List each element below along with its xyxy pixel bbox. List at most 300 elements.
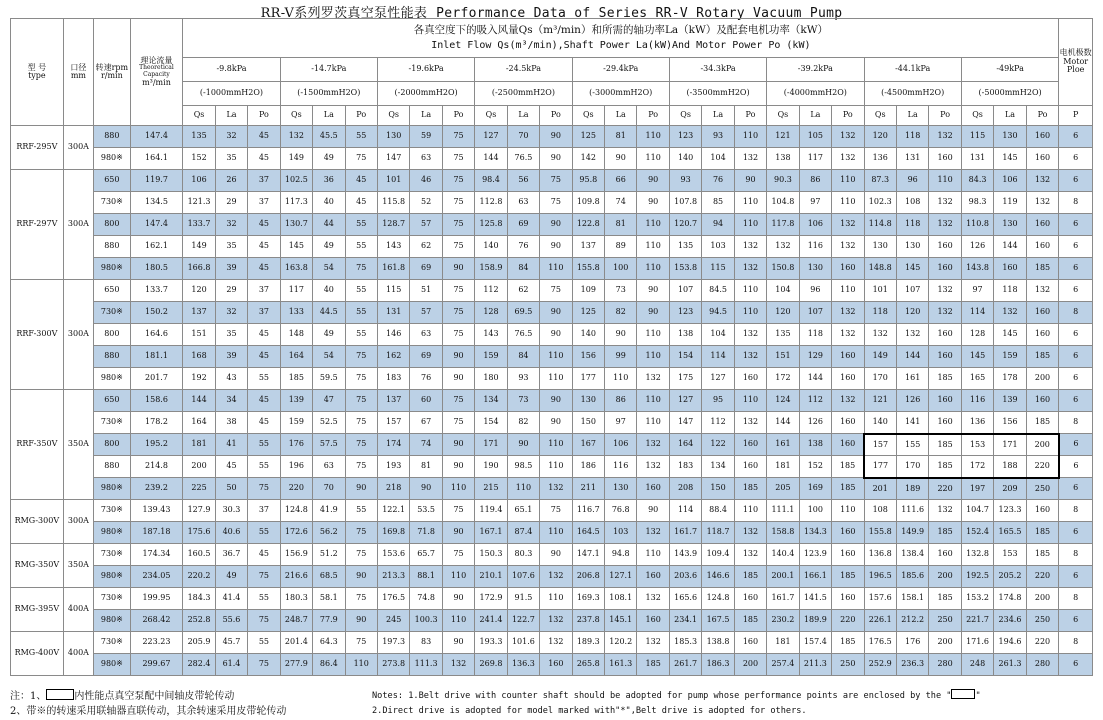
value-cell: 200 [929, 632, 961, 654]
value-cell: 216.6 [280, 566, 312, 588]
value-cell: 110 [442, 566, 474, 588]
value-cell: 280 [929, 654, 961, 676]
value-cell: 75 [345, 588, 377, 610]
value-cell: 32 [215, 214, 247, 236]
flow-cell: 164.6 [130, 324, 183, 346]
value-cell: 100 [605, 258, 637, 280]
pressure-mmh2o: (-3500mmH2O) [669, 82, 766, 106]
model-name: RMG-350V [11, 544, 64, 588]
value-cell: 172 [767, 368, 799, 390]
value-cell: 40 [313, 192, 345, 214]
value-cell: 160 [929, 324, 961, 346]
value-cell: 110 [540, 588, 572, 610]
value-cell: 124.8 [702, 588, 734, 610]
value-cell: 82 [507, 412, 539, 434]
value-cell: 185 [832, 456, 864, 478]
value-cell: 132 [637, 434, 669, 456]
subheader-la: La [507, 106, 539, 126]
table-row [11, 610, 1093, 632]
value-cell: 106 [799, 214, 831, 236]
value-cell: 110 [540, 522, 572, 544]
value-cell: 91.5 [507, 588, 539, 610]
value-cell: 116 [605, 456, 637, 478]
value-cell: 75 [248, 478, 280, 500]
value-cell: 132 [637, 632, 669, 654]
value-cell: 144 [475, 148, 507, 170]
value-cell: 90 [540, 544, 572, 566]
value-cell: 160 [734, 588, 766, 610]
poles-cell: 6 [1059, 368, 1093, 390]
value-cell: 226.1 [864, 610, 896, 632]
value-cell: 153.6 [377, 544, 409, 566]
value-cell: 130 [864, 236, 896, 258]
value-cell: 154 [475, 412, 507, 434]
table-row [11, 566, 1093, 588]
value-cell: 190 [475, 456, 507, 478]
subheader-po: Po [248, 106, 280, 126]
model-name: RMG-400V [11, 632, 64, 676]
value-cell: 101.6 [507, 632, 539, 654]
value-cell: 67 [410, 412, 442, 434]
value-cell: 164 [669, 434, 701, 456]
value-cell: 203.6 [669, 566, 701, 588]
value-cell: 160 [734, 434, 766, 456]
value-cell: 153.8 [669, 258, 701, 280]
subheader-la: La [410, 106, 442, 126]
value-cell: 87.4 [507, 522, 539, 544]
value-cell: 185 [734, 610, 766, 632]
value-cell: 90 [507, 434, 539, 456]
value-cell: 189.3 [572, 632, 604, 654]
value-cell: 145 [896, 258, 928, 280]
value-cell: 132 [832, 236, 864, 258]
value-cell: 123.3 [994, 500, 1026, 522]
value-cell: 248 [961, 654, 993, 676]
value-cell: 55 [345, 302, 377, 324]
value-cell: 75 [540, 280, 572, 302]
value-cell: 86 [799, 170, 831, 192]
value-cell: 132 [734, 346, 766, 368]
table-row [11, 170, 1093, 192]
value-cell: 245 [377, 610, 409, 632]
value-cell: 103 [605, 522, 637, 544]
value-cell: 90 [540, 324, 572, 346]
value-cell: 160 [832, 346, 864, 368]
value-cell: 144 [767, 412, 799, 434]
value-cell: 45 [248, 412, 280, 434]
value-cell: 75 [540, 192, 572, 214]
value-cell: 107.6 [507, 566, 539, 588]
value-cell: 36.7 [215, 544, 247, 566]
value-cell: 132 [540, 478, 572, 500]
value-cell: 141 [896, 412, 928, 434]
value-cell: 127.9 [183, 500, 215, 522]
header-poles: 电机极数 Motor Ploe [1059, 19, 1093, 106]
value-cell: 158.1 [896, 588, 928, 610]
poles-cell: 8 [1059, 588, 1093, 610]
value-cell: 123.9 [799, 544, 831, 566]
value-cell: 121.3 [183, 192, 215, 214]
value-cell: 90 [345, 478, 377, 500]
table-row [11, 148, 1093, 170]
value-cell: 128 [475, 302, 507, 324]
table-row [11, 368, 1093, 390]
speed-cell: 730※ [94, 588, 130, 610]
value-cell: 185 [637, 654, 669, 676]
value-cell: 110 [637, 148, 669, 170]
value-cell: 157.4 [799, 632, 831, 654]
value-cell: 149.9 [896, 522, 928, 544]
value-cell: 93 [507, 368, 539, 390]
value-cell: 74 [410, 434, 442, 456]
value-cell: 110 [507, 478, 539, 500]
value-cell: 98.3 [961, 192, 993, 214]
value-cell: 132 [832, 302, 864, 324]
value-cell: 110 [442, 610, 474, 632]
value-cell: 160 [929, 412, 961, 434]
value-cell: 106 [994, 170, 1026, 192]
value-cell: 160 [929, 390, 961, 412]
value-cell: 65.7 [410, 544, 442, 566]
value-cell: 118 [896, 126, 928, 148]
value-cell: 200 [1026, 588, 1059, 610]
value-cell: 125 [572, 126, 604, 148]
value-cell: 55 [248, 368, 280, 390]
value-cell: 41 [215, 434, 247, 456]
value-cell: 45 [248, 544, 280, 566]
table-row [11, 258, 1093, 280]
value-cell: 176 [280, 434, 312, 456]
speed-cell: 880 [94, 346, 130, 368]
value-cell: 132 [540, 566, 572, 588]
value-cell: 118 [896, 214, 928, 236]
value-cell: 110 [637, 346, 669, 368]
value-cell: 115 [377, 280, 409, 302]
value-cell: 160 [637, 566, 669, 588]
value-cell: 162 [377, 346, 409, 368]
value-cell: 220.2 [183, 566, 215, 588]
poles-cell: 6 [1059, 148, 1093, 170]
flow-cell: 223.23 [130, 632, 183, 654]
value-cell: 132 [929, 192, 961, 214]
value-cell: 112 [799, 390, 831, 412]
value-cell: 45 [248, 258, 280, 280]
value-cell: 104 [767, 280, 799, 302]
value-cell: 144 [994, 236, 1026, 258]
value-cell: 193.3 [475, 632, 507, 654]
value-cell: 44 [313, 214, 345, 236]
value-cell: 95 [702, 390, 734, 412]
speed-cell: 980※ [94, 566, 130, 588]
value-cell: 76 [702, 170, 734, 192]
value-cell: 197.3 [377, 632, 409, 654]
value-cell: 127 [702, 368, 734, 390]
poles-cell: 8 [1059, 412, 1093, 434]
value-cell: 160 [637, 610, 669, 632]
value-cell: 154 [669, 346, 701, 368]
value-cell: 104.7 [961, 500, 993, 522]
pressure-mmh2o: (-4500mmH2O) [864, 82, 961, 106]
value-cell: 73 [605, 280, 637, 302]
value-cell: 157 [864, 434, 896, 456]
value-cell: 250 [832, 654, 864, 676]
flow-cell: 180.5 [130, 258, 183, 280]
value-cell: 130 [994, 214, 1026, 236]
value-cell: 132 [734, 258, 766, 280]
value-cell: 252.9 [864, 654, 896, 676]
value-cell: 110 [734, 126, 766, 148]
value-cell: 132 [929, 280, 961, 302]
value-cell: 132 [734, 324, 766, 346]
value-cell: 90 [442, 434, 474, 456]
value-cell: 55 [248, 522, 280, 544]
value-cell: 104.8 [767, 192, 799, 214]
value-cell: 51 [410, 280, 442, 302]
header-flow: 理论流量 Theoretical Capacity m³/min [130, 19, 183, 126]
flow-cell: 174.34 [130, 544, 183, 566]
value-cell: 110 [540, 456, 572, 478]
rectangle-box-icon [46, 689, 74, 700]
value-cell: 80.3 [507, 544, 539, 566]
flow-cell: 147.4 [130, 126, 183, 148]
value-cell: 90 [442, 456, 474, 478]
value-cell: 209 [994, 478, 1026, 500]
value-cell: 143.9 [669, 544, 701, 566]
flow-cell: 133.7 [130, 280, 183, 302]
value-cell: 180 [475, 368, 507, 390]
value-cell: 138.4 [896, 544, 928, 566]
value-cell: 90 [540, 126, 572, 148]
value-cell: 230.2 [767, 610, 799, 632]
value-cell: 130 [994, 126, 1026, 148]
value-cell: 75 [345, 390, 377, 412]
value-cell: 132.8 [961, 544, 993, 566]
value-cell: 117 [280, 280, 312, 302]
poles-cell: 6 [1059, 456, 1093, 478]
value-cell: 185 [929, 522, 961, 544]
value-cell: 176.5 [864, 632, 896, 654]
subheader-qs: Qs [864, 106, 896, 126]
value-cell: 160 [1026, 324, 1059, 346]
value-cell: 69 [410, 346, 442, 368]
value-cell: 90 [540, 148, 572, 170]
value-cell: 70 [507, 126, 539, 148]
subheader-po: Po [734, 106, 766, 126]
value-cell: 128.7 [377, 214, 409, 236]
value-cell: 110 [637, 236, 669, 258]
value-cell: 161 [896, 368, 928, 390]
value-cell: 212.2 [896, 610, 928, 632]
value-cell: 108.1 [605, 588, 637, 610]
value-cell: 123 [669, 302, 701, 324]
value-cell: 160 [832, 258, 864, 280]
value-cell: 110 [540, 346, 572, 368]
value-cell: 110 [832, 500, 864, 522]
value-cell: 135 [183, 126, 215, 148]
value-cell: 133 [280, 302, 312, 324]
value-cell: 70 [313, 478, 345, 500]
title-en: Performance Data of Series RR-V Rotary Vacuum Pump [436, 6, 843, 21]
poles-cell: 6 [1059, 654, 1093, 676]
value-cell: 164 [280, 346, 312, 368]
value-cell: 34 [215, 390, 247, 412]
value-cell: 140 [864, 412, 896, 434]
value-cell: 109 [572, 280, 604, 302]
value-cell: 32 [215, 302, 247, 324]
value-cell: 132 [1026, 170, 1059, 192]
flow-cell: 162.1 [130, 236, 183, 258]
value-cell: 90.3 [767, 170, 799, 192]
value-cell: 174.8 [994, 588, 1026, 610]
value-cell: 44.5 [313, 302, 345, 324]
value-cell: 64.3 [313, 632, 345, 654]
value-cell: 53.5 [410, 500, 442, 522]
value-cell: 145 [994, 148, 1026, 170]
model-name: RRF-350V [11, 390, 64, 500]
value-cell: 129 [799, 346, 831, 368]
speed-cell: 730※ [94, 500, 130, 522]
subheader-qs: Qs [767, 106, 799, 126]
value-cell: 160 [637, 478, 669, 500]
value-cell: 68.5 [313, 566, 345, 588]
value-cell: 75 [345, 412, 377, 434]
value-cell: 160 [540, 654, 572, 676]
value-cell: 45 [345, 192, 377, 214]
value-cell: 169.3 [572, 588, 604, 610]
value-cell: 132 [929, 214, 961, 236]
value-cell: 213.3 [377, 566, 409, 588]
value-cell: 137 [183, 302, 215, 324]
value-cell: 220 [1026, 456, 1059, 478]
model-name: RRF-297V [11, 170, 64, 280]
value-cell: 110 [734, 192, 766, 214]
value-cell: 120 [767, 302, 799, 324]
value-cell: 160 [929, 236, 961, 258]
value-cell: 140 [572, 324, 604, 346]
subheader-la: La [215, 106, 247, 126]
value-cell: 234.1 [669, 610, 701, 632]
value-cell: 174 [377, 434, 409, 456]
value-cell: 149 [280, 148, 312, 170]
table-row [11, 390, 1093, 412]
value-cell: 69 [410, 258, 442, 280]
speed-cell: 980※ [94, 368, 130, 390]
value-cell: 257.4 [767, 654, 799, 676]
value-cell: 277.9 [280, 654, 312, 676]
value-cell: 40 [313, 280, 345, 302]
value-cell: 81 [605, 126, 637, 148]
speed-cell: 730※ [94, 632, 130, 654]
value-cell: 147 [377, 148, 409, 170]
value-cell: 200 [734, 654, 766, 676]
value-cell: 206.8 [572, 566, 604, 588]
value-cell: 75 [442, 236, 474, 258]
poles-cell: 6 [1059, 170, 1093, 192]
value-cell: 185 [1026, 544, 1059, 566]
value-cell: 75 [442, 126, 474, 148]
value-cell: 58.1 [313, 588, 345, 610]
value-cell: 171.6 [961, 632, 993, 654]
value-cell: 84.5 [702, 280, 734, 302]
value-cell: 120 [183, 280, 215, 302]
speed-cell: 980※ [94, 654, 130, 676]
value-cell: 75 [442, 192, 474, 214]
value-cell: 177 [864, 456, 896, 478]
value-cell: 138.8 [702, 632, 734, 654]
value-cell: 83 [410, 632, 442, 654]
value-cell: 110 [637, 214, 669, 236]
value-cell: 181 [767, 632, 799, 654]
value-cell: 144 [799, 368, 831, 390]
poles-cell: 6 [1059, 280, 1093, 302]
value-cell: 45 [215, 456, 247, 478]
value-cell: 86 [605, 390, 637, 412]
value-cell: 130 [605, 478, 637, 500]
value-cell: 110 [540, 258, 572, 280]
value-cell: 139 [280, 390, 312, 412]
value-cell: 167.5 [702, 610, 734, 632]
subheader-qs: Qs [669, 106, 701, 126]
value-cell: 132 [832, 126, 864, 148]
value-cell: 132 [637, 522, 669, 544]
value-cell: 165.6 [669, 588, 701, 610]
value-cell: 75 [442, 148, 474, 170]
pressure-kpa: -14.7kPa [280, 58, 377, 82]
value-cell: 110 [442, 478, 474, 500]
value-cell: 123 [669, 126, 701, 148]
value-cell: 88.4 [702, 500, 734, 522]
value-cell: 145.1 [605, 610, 637, 632]
header-poles-unit: P [1059, 106, 1093, 126]
value-cell: 37 [248, 170, 280, 192]
value-cell: 97 [961, 280, 993, 302]
value-cell: 160 [929, 148, 961, 170]
value-cell: 35 [215, 324, 247, 346]
value-cell: 137 [377, 390, 409, 412]
value-cell: 261.3 [994, 654, 1026, 676]
value-cell: 97 [799, 192, 831, 214]
value-cell: 168 [183, 346, 215, 368]
value-cell: 75 [345, 148, 377, 170]
value-cell: 90 [734, 170, 766, 192]
value-cell: 76.5 [507, 148, 539, 170]
value-cell: 161.3 [605, 654, 637, 676]
notes-en: Notes: 1.Belt drive with counter shaft should be adopted for pump whose performance points are enclosed by the " " 2.Direct drive is adopted for model marked with"*",Belt drive is adopted for others. [372, 691, 981, 716]
model-name: RMG-395V [11, 588, 64, 632]
value-cell: 90 [410, 478, 442, 500]
value-cell: 200.1 [767, 566, 799, 588]
subheader-qs: Qs [377, 106, 409, 126]
value-cell: 45.5 [313, 126, 345, 148]
value-cell: 132 [637, 368, 669, 390]
value-cell: 160 [929, 544, 961, 566]
speed-cell: 800 [94, 214, 130, 236]
value-cell: 121 [767, 126, 799, 148]
value-cell: 120.7 [669, 214, 701, 236]
value-cell: 143 [377, 236, 409, 258]
value-cell: 185 [734, 478, 766, 500]
pressure-mmh2o: (-1000mmH2O) [183, 82, 280, 106]
value-cell: 165 [961, 368, 993, 390]
value-cell: 55 [248, 632, 280, 654]
value-cell: 132 [832, 324, 864, 346]
value-cell: 171 [475, 434, 507, 456]
value-cell: 145 [280, 236, 312, 258]
value-cell: 115 [961, 126, 993, 148]
value-cell: 185 [832, 478, 864, 500]
value-cell: 96 [896, 170, 928, 192]
value-cell: 40.6 [215, 522, 247, 544]
